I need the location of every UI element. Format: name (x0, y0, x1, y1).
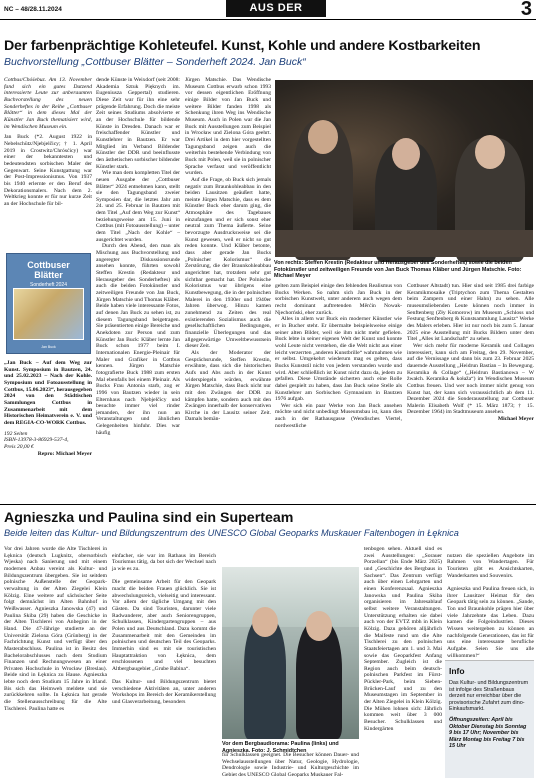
book-info-title: „Jan Buck – Auf dem Weg zur Kunst. Symposium in Bautzen, 24. und 25.02.2023 – Nach der Kohle. Symposium und Fotoausstellung in Cottbus, 15.06.2023“, herausgegeben 2024 von den Städtischen Sammlungen Cottbus in Zusammenarbeit mit dem Historischen Heimatverein e. V. und dem REGIA-CO-WORK Cottbus. (4, 360, 92, 426)
article1-column-5 (407, 283, 534, 502)
book-info-box (4, 360, 92, 502)
book-price: Preis 20,00 € (4, 443, 34, 450)
article1-subline: Buchvorstellung „Cottbuser Blätter – Sonderheft 2024. Jan Buck“ (4, 56, 306, 68)
article1-column-4 (275, 283, 402, 502)
repro-credit: Repro: Michael Meyer (37, 450, 92, 457)
article2-column-4 (364, 546, 442, 780)
article1-column-1 (4, 77, 92, 249)
team-photo (222, 567, 359, 739)
article2-subline: Beide leiten das Kultur- und Bildungszentrum des UNESCO Global Geoparks Muskauer Faltenbogen in Łęknica (4, 528, 459, 538)
article2-column-3-top (222, 546, 359, 566)
diorama-background (222, 567, 359, 627)
book-cover-subtitle: Sonderheft 2024 (30, 282, 67, 288)
article1-paragraph: Als der Moderator der Gesprächsrunde, Steffen Krestin, erwähnte, dass sich die historischen Aufs und Abs auch in der Kunst widerspiegeln würden, erwähnte Jürgen Matschie, dass Buck nicht nur mit den Zwängen der DDR zu kämpfen hatte, sondern auch mit den Zwängen innerhalb der konservativen Kirche in der Lausitz seiner Zeit. Damals bemän- (185, 349, 271, 423)
article2-column-5 (447, 546, 534, 659)
table (275, 230, 533, 257)
article2-paragraph: Vor drei Jahren wurde die Alte Tischlerei in Łęknica (deutsch Lugknitz, obersorbisch Wjeska) nach Sanierung und mit einem modernen Anbau vereint als Kultur- und Bildungszentrum übergeben. Sie ist seitdem polnische Außenstelle der Geopark-verwaltung in der Alten Ziegelei Klein Kölzig. Eine weitere auf sächsischer Seite folgt demnächst im Alten Bahnhof in Weißwasser. Agnieszka Janowska (47) und Paulina Skiba (29) haben die Geschicke in der Alten Tischlerei von Anbeginn in der Hand. Die 47-Jährige studierte an der Universität Zielona Góra (Grünberg) in der Fachrichtung Kunst und verfügt über den Masterabschluss. Paulina ist in Besitz des Bachelorabschlusses nach dem Studium Finanzen und Rechnungswesen an einer Privaten Hochschule in Wrocław (Breslau). Beide sind in Łęknica zu Hause. Agnieszka lebte noch dem Studium 15 Jahre in Irland. Bis sich das Heimweh meldete und sie zurückkehren sollte. In Łęknica hat gerade die Stellenausschreibung für die Alte Tischlerei. Paulina hatte es (4, 546, 107, 712)
info-body: Das Kultur- und Bildungszentrum ist infolge des Straßenbaus derzeit nur erreichbar über die provisorische Zufahrt zum dino-Einkaufsmarkt. (449, 680, 529, 713)
article1-paragraph: dende Künste in Weixdorf (seit 2008: Akademia Sztuk Pięknych im. Eugeniusza Geppertal) studieren. Diese Zeit war für ihn eine sehr prägende Erfahrung. Doch die meiste Zeit seines Studiums absolvierte er an der Hochschule für bildende Künste in Dresden. Danach war er freischaffender Künstler und Kunstlehrer in Bautzen. Er war Mitglied im Verband Bildender Künstler der DDR und beeinflusste den ästhetischen sorbischer bildender Künstler stark. (96, 77, 180, 170)
info-box (445, 660, 534, 778)
article1-column-3 (185, 77, 271, 502)
person-head (252, 607, 278, 637)
team-photo-caption: Vor dem Bergbaudiorama: Paulina (links) und Agnieszka. Foto: J. Schmidtchen (222, 741, 339, 754)
info-title: Info (449, 666, 465, 676)
article1-paragraph: gelten zum Beispiel einige den fehlenden Realismus von Bucks Werken. So nahm sich Jan Buck in der sorbischen Kunstwelt, unter anderem auch wegen dem recht dominant auftretenden Měrćin Nowak-Njechorński, eher zurück. (275, 283, 402, 316)
article2-column-2 (112, 546, 216, 780)
book-cover-footer: Jan Buck (41, 345, 56, 349)
person-head (306, 611, 332, 641)
article2-paragraph: nutzen die speziellen Angebote im Rahmen von Wandertagen. Für Touristen gibt es Ansichtskarten, Wanderkarten und Souvenirs. Agnieszka und Paulina freuen sich, in ihrer Lausitzer Heimat für den Geopark tätig sein zu können. „Sande, Ton und Braunkohle prägen hier über viele Jahrzehnte das Leben. Dazu kamen die Folgeindustrien. Dieses Wissen weitergeben zu können an nachfolgende Generationen, das ist für uns eine interessante berufliche Aufgabe. Seien Sie uns alle willkommen!“ (447, 552, 534, 659)
article1-headline: Der farbenprächtige Kohleteufel. Kunst, Kohle und andere Kostbarkeiten (4, 38, 481, 54)
article1-paragraph: Jan Buck (*2. August 1922 in Nebelschütz/Njebjelčicy; † 1. April 2019 in Crostwitz/Chrósćicy) war einer der bekanntesten und bedeutendsten sorbischen Maler der Gegenwart. Seine Kunstgattung war der Post-Impressionismus. Von 1937 bis 1940 erlernte er den Beruf des Dekorationsmalers. Nach dem 2. Weltkrieg konnte er für nur kurze Zeit an der Hochschule für bil- (4, 134, 92, 207)
article1-paragraph: Jürgen Matschie. Das Wendische Museum Cottbus erwarb schon 1993 vor dessen eigentlichen Eröffnung einige Bilder von Jan Buck und weitere Bilder fanden 1998 als Schenkung ihren Weg ins Wendische Museum. Auch in Polen war die Jan Buck mit Ausstellungen zum Beispiel in Wrocław und Zielona Góra geehrt. Drei Artikel in dem hier vorgestellten Tagungsband zeigen auch die weiterhin bestehende Verbindung von Buck mit Polen, weil sie in polnischer Sprache verfasst und veröffentlicht wurden. (185, 77, 271, 177)
article1-author: Michael Meyer (497, 416, 534, 423)
section-title: AUS DER LAUSITZ (226, 0, 326, 17)
article2-headline: Agnieszka und Paulina sind ein Superteam (4, 510, 294, 526)
page-number: 3 (520, 0, 532, 20)
article2-column-3 (222, 752, 359, 780)
event-photo (275, 80, 533, 257)
article1-paragraph: Wer sich mehr für moderne Keramik und Collagen interessiert, kann sich am Freitag, den 29. November, auf die Vernissage und dann bis zum 23. Februar 2025 dauernde Ausstellung „Heidrun Bastian – In Bewegung. Keramika & Collage“ („Heidrun Bastianowa – W žwałch. Keramika & kołaža“) im Wendischen Museum Cottbus freuen. Und wer noch immer nicht genug von Kunst hat, der kann sich voraussichtlich ab dem 11. Dezember 2024 die Sonderausstellung zur Cottbuser Malerin Elisabeth Wolf (* 15. März 1873; † 15. Dezember 1964) im Stadtmuseum ansehen. (407, 342, 534, 416)
book-cover-painting (13, 288, 84, 340)
book-pages: 192 Seiten (4, 430, 28, 437)
article2-paragraph: einfacher, sie war im Rathaus im Bereich Tourismus tätig, da bot sich der Wechsel nach ja wie es zu. Die gemeinsame Arbeit für den Geopark macht die beiden Frauen glücklich. Sie ist abwechslungsreich, vielseitig und interessant. Vor allem der tägliche Umgang mit den Gästen. Da sind Touristen, darunter viele Radwanderer, aber auch Seniorengruppen, Schulklassen, Kindergartengruppen – aus Polen und aus Deutschland. Dazu kommt die Zusammenarbeit mit den Gemeinden im polnischen und deutschen Teil des Geoparks. Immerhin sind es mit sie touristischen Hauptattraktion von Łęknica, dem erschlossenen und viel besuchten Altbergbaugebiet „Grube Babina“. Das Kultur- und Bildungszentrum bietet verschiedene Aktivitäten an, unter anderen Workshops im Bereich der Keramikerstellung und Glasverarbeitung, besonders (112, 552, 216, 706)
book-cover-title: Cottbuser Blätter (27, 260, 70, 280)
article-divider (0, 504, 536, 505)
article2-paragraph: für Schulklassen geeignet. Die Besucher können Dauer- und Wechselausstellungen über Natur, Geologie, Hydrologie, Dendrologie sowie Industrie- und Kulturgeschichte im Gebiet des UNESCO Global Geoparks Muskauer Fal- (222, 752, 359, 778)
article1-column-2 (96, 77, 180, 502)
opening-hours: Öffnungszeiten: April bis Oktober Dienstag bis Sonntag 9 bis 17 Uhr; November bis März Montag bis Freitag 7 bis 15 Uhr (449, 716, 527, 750)
book-isbn: ISBN-13978-3-86929-537-4, (4, 437, 69, 444)
article1-paragraph: Cottbuser Altstadt) tun. Hier sind seit 1985 drei farbige Keramikmosaike (Triptychon zum Thema Gestalten beim Zampern und einer Hahn) zu sehen. Alle museumsliebenden Leute können noch immer in Senftenberg (Zły Komorow) im Museum „Schloss und Festung Senftenberg & Kunstsammlung Lausitz“ Werke des Malers erleben. Hier ist nur noch bis zum 5. Januar 2025 eine Ausstellung mit Bucks Bildern unter dem Titel „Alles ist Landschaft“ zu sehen. (407, 283, 534, 343)
article1-paragraph: Durch den Abend, den man als Mischung aus Buchvorstellung und angeregter Diskussionsrunde ansehen konnte, führten sowohl Steffen Krestin (Redakteur und Herausgeber des Sonderheftes) als auch die beiden Fotokünstler und zeitweiligen Freunde von Jan Buck, Jürgen Matschie und Thomas Kläber. Beide haben viele interessante Fotos, auf denen Jan Buck zu sehen ist, zu diesem Tagungsband beigetragen. Sie präsentierten einige Bereiche und Anekdoten zur Person und zum Künstler Jan Buck: Kläber lernte Jan Buck schon 1977 beim I. Internationalen Energie-Pleinair für Maler und Grafiker in Cottbus kennen. Jürgen Matschie fotografierte Buck 1988 zum ersten Mal ebenfalls bei einem Pleinair. Als Bucks Frau Antonia starb, zog er 1996 von Bautzen wieder in sein Elternhaus nach Njebjelčicy und besuchte immer viel rinder jemanden, der ihn nun an Veranstaltungen und ähnlichen Gelegenheiten hinfuhr. Dies war häufig (96, 243, 180, 436)
article2-column-1 (4, 546, 107, 780)
issue-date: NC – 48/28.11.2024 (4, 6, 62, 13)
article1-paragraph: Wie man dem kompletten Titel der neuen Ausgabe der „Cottbuser Blätter“ 2024 entnehmen kann, stellt sie den Tagungsband zweier Symposien dar, die letztes Jahr am 24. und 25. Februar in Bautzen mit dem Titel „Auf dem Weg zur Kunst“ beziehungsweise am 15. Juni in Cottbus (mit Fotoausstellung) – unter dem Titel „Nach der Kohle“ – ausgerichtet wurden. (96, 170, 180, 243)
article1-intro: Cottbus/Chóśebuz. Am 13. November fand sich ein gutes Dutzend interessierte Leute zur anberaumten Buchvorstellung des neuen Sonderheftes in der Reihe „Cottbuser Blätter“ in dem dieses Mal der Künstler Jan Buck thematisiert wird, im Wendischen Museum ein. (4, 77, 92, 130)
article1-paragraph: Auf die Frage, ob Buck sich jemals negativ zum Braunkohleabbau in den beiden Lausitzen geäußert hatte, meinte Jürgen Matschie, dass es dem Künstler Buck eher darum ging, die Atmosphäre des Tagebaues einzufangen und er sich sonst eher neutral zum Thema äußerte. Seine bevorzugte Ausdrucksweise sei die Kunst gewesen, weil er nicht so gut reden konnte. Und Kläber betonte, dass aber gerade Jan Bucks „Polnischer Kolorismus“ die Zerstörung, die der Braunkohleabbau angerichtet hat, trotzdem sehr gut sichtbar gemacht hat. Der Polnische Kolorismus war übrigens eine Kunstbewegung, die in der polnischen Malerei in den 1930er und 1940er Jahren überwog. Hinzu kamen zunehmend zu Zeiten des real existierenden Sozialismus auch die gesellschaftlichen Bedingungen, finanzielle Überlegungen und das allgegenwärtige Umweltbewusstsein dieser Zeit. (185, 176, 271, 350)
event-photo-caption: Von rechts: Steffen Krestin (Redakteur und Herausgeber des Sonderheftes) sowie die beiden Fotokünstler und zeitweiligen Freunde von Jan Buck Thomas Kläber und Jürgen Matschie. Foto: Michael Meyer (274, 260, 522, 280)
article2-paragraph: tenbogen sehen. Aktuell sind es zwei Ausstellungen: „Sorauer Porzellan“ (bis Ende März 2025) und „Geschichte des Bergbaus in Sachsen“. Das Zentrum verfügt auch über einen Lehrgarten und einen Konferenzsaal. Agnieszka Janowska und Paulina Skiba organisieren im Jahresablauf selbst weitere Veranstaltungen. Unterstützung erhalten sie dabei auch von der EVTZ mbh in Klein Kölzig. Dazu gehören alljährlich die Maifeste rund um die Alte Tischlerei zu den polnischen Staatsfeiertagen am 1. und 3. Mai sowie das Geoparkfest Anfang September. Zugleich ist die Region auch beim deutsch-polnischen Parkfest im Fürst-Pückler-Park, beim Sieben-Brücken-Lauf und zu den Museumstagen im September in der Alten Ziegelei in Klein Kölzig. Die Mühen lohnen sich: Jährlich kommen weit über 3 000 Besucher. Schulklassen und Kindergärten (364, 546, 442, 732)
person-head (475, 135, 505, 169)
book-cover-image (6, 253, 91, 354)
person-head (308, 120, 338, 154)
person-head (392, 138, 420, 170)
article1-paragraph: Alles in allem war Buck ein moderner Künstler wie er in Bucher steht. Er übermalte beispielsweise einige seiner alten Bilder, weil sie ihm nicht mehr gefielen. Buck lebte in seiner eigenen Welt der Kunst und konnte wohl Leute nicht verstehen, die die Welt nicht aus einer leicht verzerrten „anderen Kunstbrille“ wahrnahmen wie er selbst. Umgekehrt wiederum mag es gelten, dass Bucks Kunststil nicht von jedem verstanden wurde und wird. Aber schließlich ist Kunst nicht dazu da, jedem zu gefallen. Diese Umstände sicherten auch eine Rolle dabei gespielt zu haben, dass Jan Buck seine Stelle als Kunstlehrer am Sorbischen Gymnasium in Bautzen 1976 aufgab. (275, 316, 402, 403)
page-header (0, 0, 536, 31)
article1-paragraph: Wer sich ein paar Werke von Jan Buck ansehen möchte und nicht unbedingt Museumsbau ist, kann dies auch in der Rathausgasse (Wendisches Viertel, nordwestliche (275, 402, 402, 429)
